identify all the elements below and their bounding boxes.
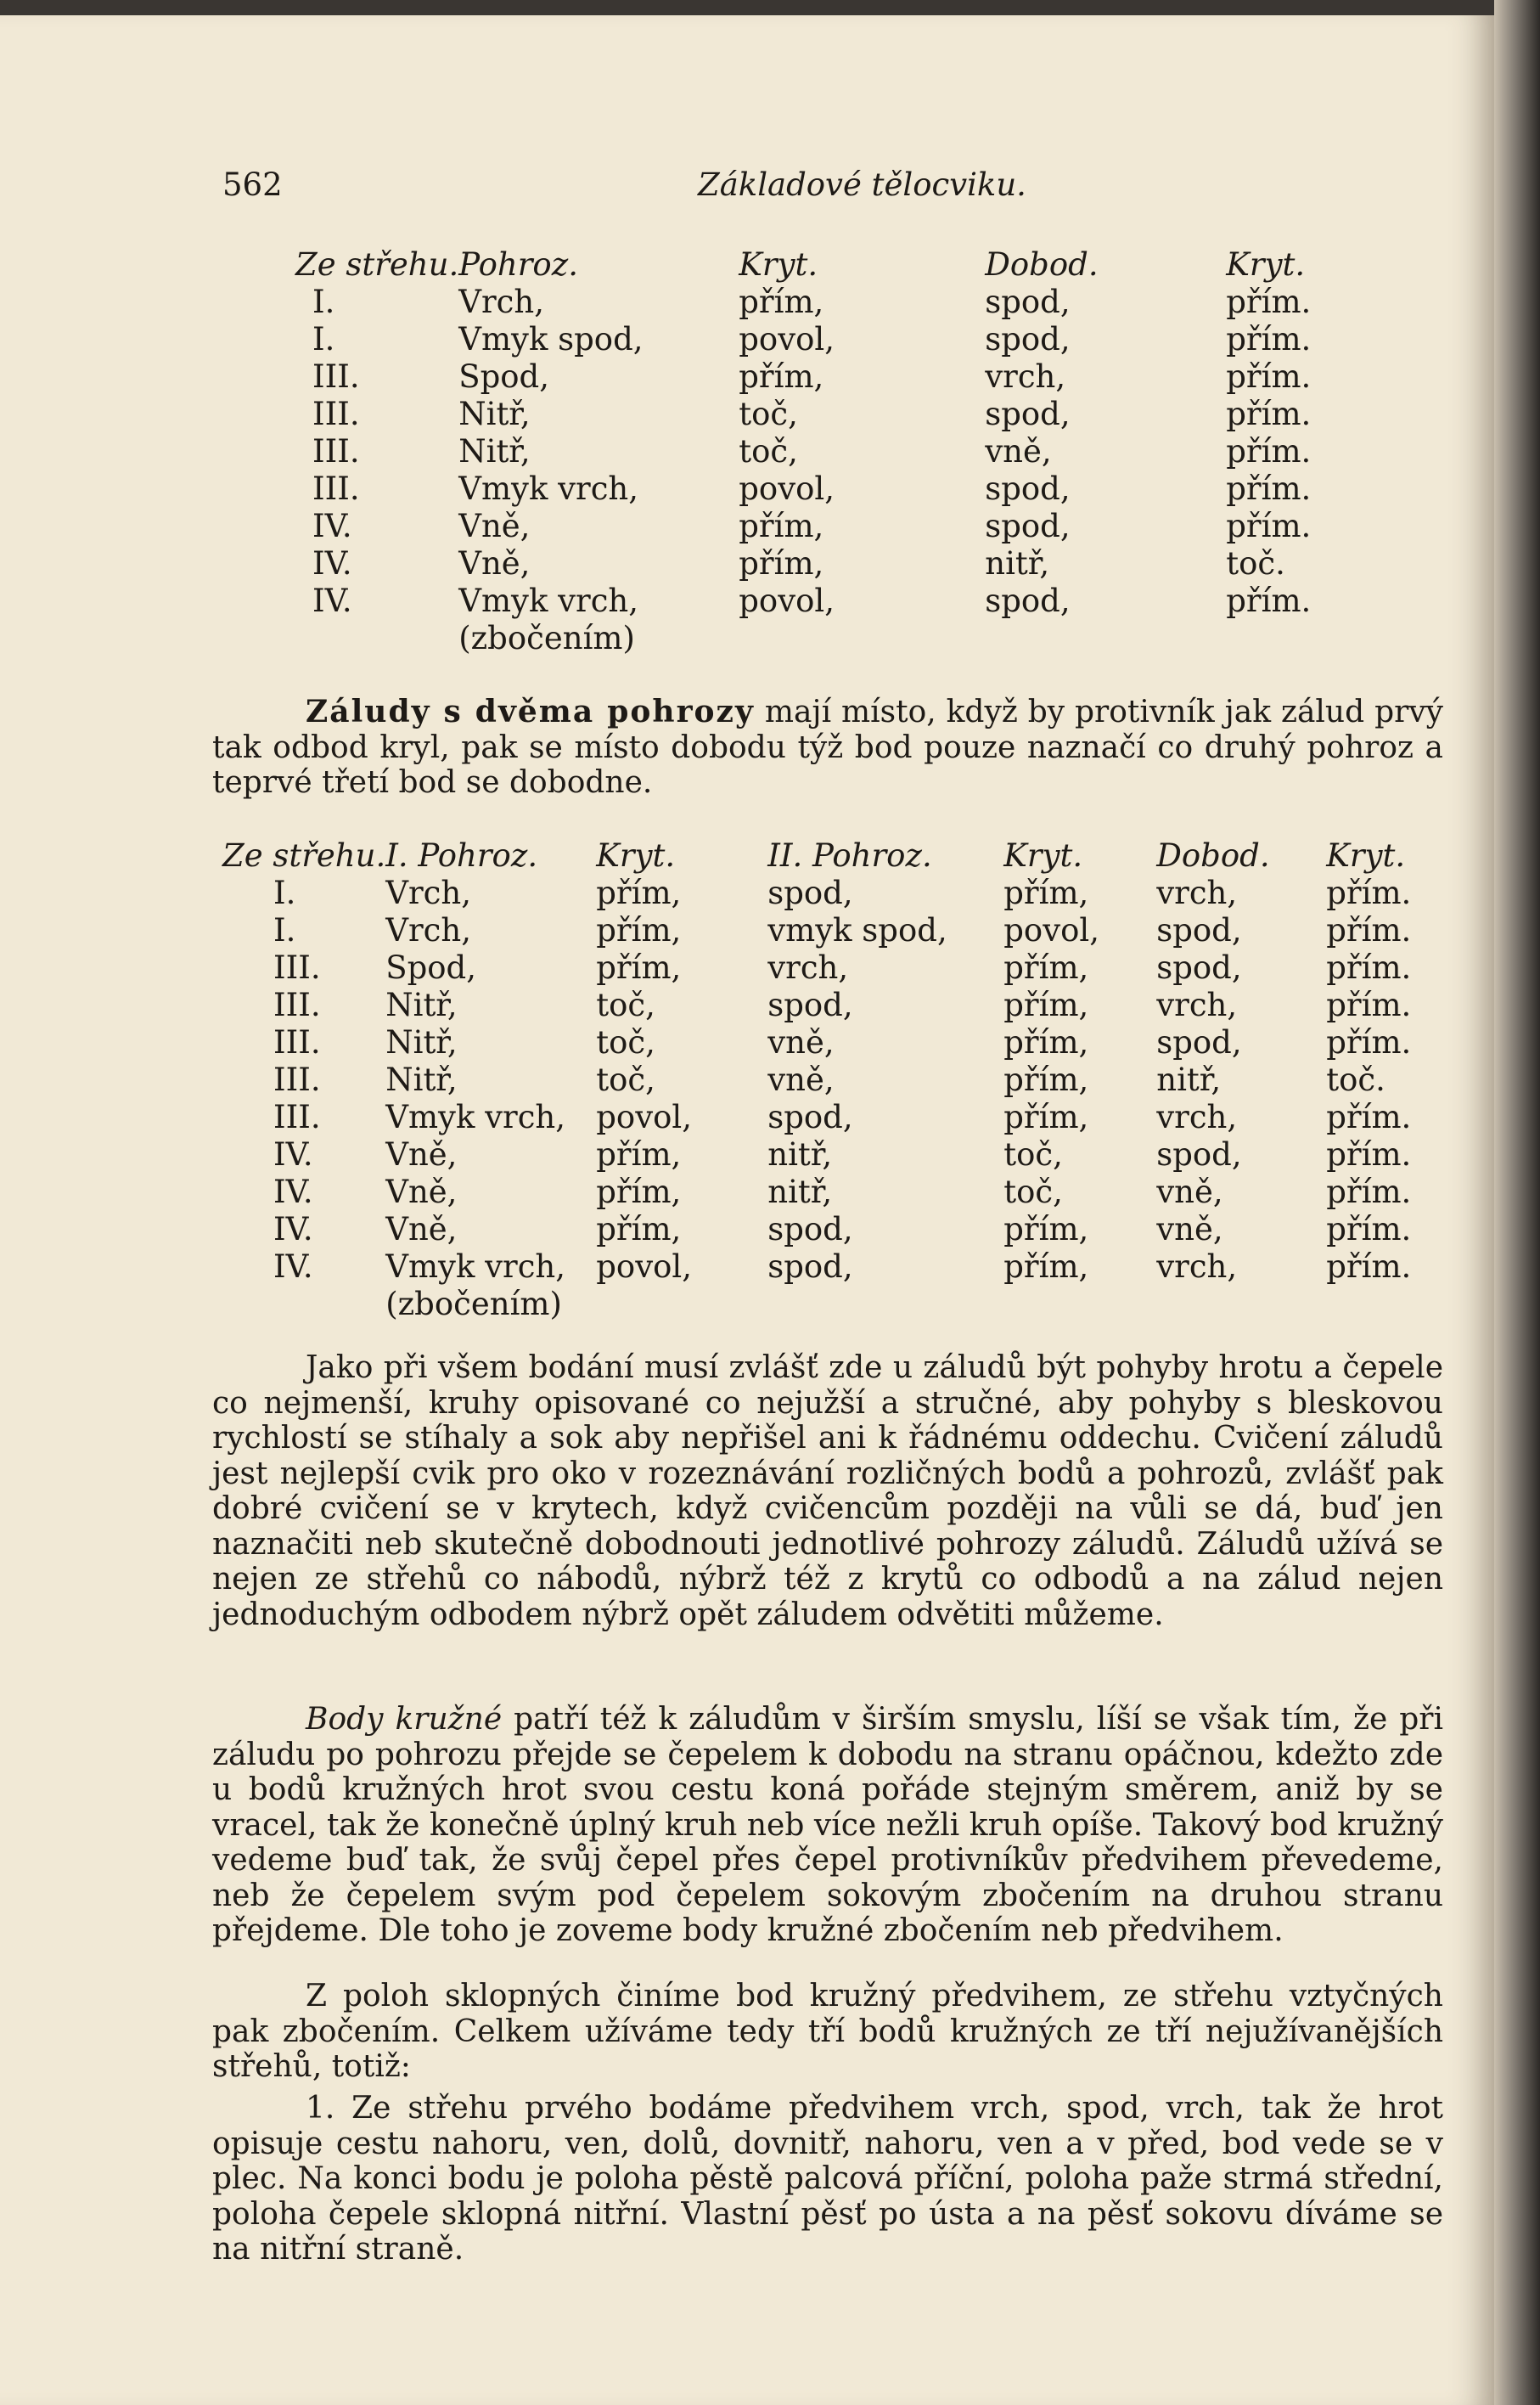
guard-numeral: III. [312,358,360,395]
table-row [222,1211,1428,1248]
table-cell: toč, [1003,1174,1063,1210]
table-cell: přím, [1003,1062,1089,1098]
table-row [222,1024,1428,1062]
table-cell: Vrch, [385,912,471,949]
table-cell: vně, [985,433,1052,470]
table-cell: vrch, [767,949,849,986]
table-cell: přím. [1326,1099,1412,1135]
table-row [222,912,1428,949]
table-cell: Nitř, [385,987,458,1023]
table-cell: vně, [767,1024,835,1061]
table-cell: přím. [1326,1136,1412,1173]
table-cell: spod, [985,583,1071,619]
table-cell: přím, [739,284,824,320]
table-row [222,1062,1428,1099]
table-cell: přím, [596,912,682,949]
table-row [295,321,1328,358]
table-row [222,987,1428,1024]
running-title: Základové tělocviku. [698,166,1026,203]
paragraph-lead: Záludy s dvěma pohrozy [306,694,755,729]
table-cell: přím, [1003,1211,1089,1248]
table-cell: přím. [1226,284,1312,320]
column-header: Dobod. [985,246,1099,283]
table-cell: spod, [1156,912,1242,949]
table-cell: toč. [1226,545,1285,582]
table-header-row [222,837,1428,875]
guard-numeral: III. [312,396,360,432]
table-cell: povol, [596,1248,692,1285]
guard-numeral: IV. [273,1211,313,1248]
table-cell: spod, [767,875,853,911]
thrust-table-double [222,837,1428,1323]
guard-numeral: III. [273,1062,321,1098]
table-row [295,284,1328,321]
table-cell: přím. [1326,1248,1412,1285]
table-cell: Vně, [385,1136,458,1173]
table-cell: toč, [1003,1136,1063,1173]
table-cell: přím. [1326,949,1412,986]
table-cell: nitř, [1156,1062,1222,1098]
table-cell: vrch, [1156,875,1238,911]
table-cell: spod, [985,284,1071,320]
table-cell: přím. [1226,470,1312,507]
table-cell: spod, [985,470,1071,507]
guard-numeral: III. [312,433,360,470]
table-cell: nitř, [985,545,1050,582]
guard-numeral: III. [273,949,321,986]
table-cell: přím, [739,545,824,582]
guard-numeral: IV. [273,1136,313,1173]
paragraph-text: patří též k záludům v širším smyslu, líší se však tím, že při záludu po pohrozu přejde se čepelem k dobodu na stranu opáčnou, kdežto zde u bodů kružných hrot svou cestu koná pořáde stejným směrem, aniž by se vracel, tak že konečně úplný kruh neb více nežli kruh opíše. Takový bod kružný vedeme buď tak, že svůj čepel přes čepel protivníkův předvihem převedeme, neb že čepelem svým pod čepelem sokovým zbočením na druhou stranu přejdeme. Dle toho je zoveme body kružné zbočením neb předvihem. [212,1702,1443,1948]
table-cell: vně, [1156,1174,1223,1210]
table-cell: Vmyk vrch, [458,470,639,507]
table-row [222,1248,1428,1286]
table-cell: Vně, [385,1211,458,1248]
table-cell: vrch, [1156,1248,1238,1285]
page-number: 562 [222,166,283,203]
guard-numeral: III. [273,1099,321,1135]
guard-numeral: III. [312,470,360,507]
column-header: Kryt. [1326,837,1406,874]
guard-numeral: IV. [273,1248,313,1285]
table-cell: spod, [985,321,1071,358]
table-cell: Vně, [458,545,531,582]
table-cell: přím, [596,949,682,986]
table-cell: přím. [1226,396,1312,432]
table-row [222,875,1428,912]
table-row [295,358,1328,396]
paragraph-circular-thrusts [212,1702,1443,1949]
table-cell: přím, [596,1136,682,1173]
table-cell: spod, [1156,1024,1242,1061]
table-cell: spod, [985,396,1071,432]
guard-numeral: I. [312,321,335,358]
table-note-row [295,620,1328,657]
paragraph-lead: Body kružné [306,1702,503,1737]
table-cell: Vmyk spod, [458,321,644,358]
table-cell: přím, [1003,987,1089,1023]
table-cell: spod, [767,1211,853,1248]
table-cell: přím. [1226,433,1312,470]
table-cell: nitř, [767,1136,833,1173]
guard-numeral: I. [312,284,335,320]
paragraph-text: Jako při všem bodání musí zvlášť zde u záludů být pohyby hrotu a čepele co nejmenší, kruhy opisované co nejužší a stručné, aby pohyby s bleskovou rychlostí se stíhaly a sok aby nepřišel ani k řádnému oddechu. Cvičení záludů jest nejlepší cvik pro oko v rozeznávání rozličných bodů a pohrozů, zvlášť pak dobré cvičení se v krytech, když cvičencům později na vůli se dá, buď jen naznačiti neb skutečně dobodnouti jednotlivé pohrozy záludů. Záludů užívá se nejen ze střehů co nábodů, nýbrž též z krytů co odbodů a na zálud nejen jednoduchým odbodem nýbrž opět záludem odvětiti můžeme. [212,1350,1443,1632]
table-cell: Spod, [385,949,476,986]
table-cell: Vrch, [458,284,544,320]
table-cell: povol, [739,470,835,507]
table-cell: přím. [1226,583,1312,619]
table-cell: přím. [1326,875,1412,911]
table-cell: přím, [596,1174,682,1210]
table-cell: Nitř, [385,1024,458,1061]
table-cell: povol, [739,321,835,358]
table-row [295,396,1328,433]
table-cell: přím, [596,1211,682,1248]
table-cell: přím, [1003,875,1089,911]
paragraph-positions [212,1979,1443,2085]
table-cell: toč, [739,433,798,470]
guard-numeral: IV. [273,1174,313,1210]
guard-numeral: III. [273,1024,321,1061]
table-note: (zbočením) [385,1286,562,1322]
table-cell: přím, [1003,1099,1089,1135]
table-cell: přím. [1326,987,1412,1023]
table-cell: přím. [1326,1174,1412,1210]
table-cell: spod, [1156,949,1242,986]
table-row [222,1174,1428,1211]
table-cell: toč. [1326,1062,1385,1098]
guard-numeral: I. [273,875,296,911]
table-cell: přím, [739,358,824,395]
table-cell: Vně, [458,508,531,544]
table-cell: spod, [767,987,853,1023]
book-spine [1494,0,1540,2405]
table-cell: Vrch, [385,875,471,911]
table-cell: spod, [767,1248,853,1285]
guard-numeral: IV. [312,545,352,582]
table-row [295,470,1328,508]
table-note: (zbočením) [458,620,635,656]
table-cell: přím. [1326,1211,1412,1248]
table-cell: toč, [596,987,655,1023]
table-row [295,433,1328,470]
paragraph-text: Z poloh sklopných činíme bod kružný předvihem, ze střehu vztyčných pak zbočením. Celkem užíváme tedy tří bodů kružných ze tří nejužívanějších střehů, totiž: [212,1979,1443,2084]
paragraph-item-1 [212,2091,1443,2267]
paragraph-text: mají místo, když by protivník jak zálud prvý tak odbod kryl, pak se místo dobodu týž bod pouze naznačí co druhý pohroz a teprvé třetí bod se dobodne. [212,695,1443,800]
column-header: II. Pohroz. [767,837,932,874]
paragraph-feint-practice [212,1350,1443,1632]
scan-top-edge [0,0,1540,15]
guard-numeral: IV. [312,508,352,544]
table-cell: přím. [1226,358,1312,395]
table-cell: přím. [1326,912,1412,949]
table-row [222,1099,1428,1136]
table-row [222,949,1428,987]
table-cell: Vně, [385,1174,458,1210]
table-cell: přím. [1226,508,1312,544]
table-cell: toč, [739,396,798,432]
table-cell: přím, [596,875,682,911]
table-cell: vně, [1156,1211,1223,1248]
guard-numeral: III. [273,987,321,1023]
table-cell: vmyk spod, [767,912,947,949]
column-header: Ze střehu. [295,246,459,283]
table-row [295,508,1328,545]
table-cell: toč, [596,1062,655,1098]
table-cell: přím, [739,508,824,544]
table-cell: spod, [767,1099,853,1135]
book-page [0,15,1494,2405]
table-cell: toč, [596,1024,655,1061]
table-cell: vrch, [985,358,1066,395]
guard-numeral: I. [273,912,296,949]
table-cell: nitř, [767,1174,833,1210]
column-header: Kryt. [1226,246,1306,283]
paragraph-two-feints [212,695,1443,801]
column-header: I. Pohroz. [385,837,538,874]
table-cell: Vmyk vrch, [385,1099,566,1135]
column-header: Kryt. [596,837,676,874]
table-cell: přím, [1003,1024,1089,1061]
table-cell: přím. [1226,321,1312,358]
table-cell: spod, [1156,1136,1242,1173]
column-header: Ze střehu. [222,837,386,874]
table-cell: přím, [1003,949,1089,986]
table-cell: Nitř, [385,1062,458,1098]
table-note-row [222,1286,1428,1323]
table-cell: povol, [596,1099,692,1135]
column-header: Pohroz. [458,246,578,283]
table-cell: spod, [985,508,1071,544]
table-row [295,583,1328,620]
column-header: Dobod. [1156,837,1270,874]
column-header: Kryt. [1003,837,1083,874]
table-cell: přím, [1003,1248,1089,1285]
table-cell: vně, [767,1062,835,1098]
column-header: Kryt. [739,246,818,283]
table-cell: Spod, [458,358,549,395]
table-cell: vrch, [1156,987,1238,1023]
table-cell: Nitř, [458,433,531,470]
paragraph-text: 1. Ze střehu prvého bodáme předvihem vrch, spod, vrch, tak že hrot opisuje cestu nahoru, ven, dolů, dovnitř, nahoru, ven a v před, bod vede se v plec. Na konci bodu je poloha pěstě palcová příční, poloha paže strmá střední, poloha čepele sklopná nitřní. Vlastní pěsť po ústa a na pěsť sokovu díváme se na nitřní straně. [212,2091,1443,2267]
table-cell: přím. [1326,1024,1412,1061]
table-row [222,1136,1428,1174]
thrust-table-single [295,246,1328,657]
table-header-row [295,246,1328,284]
table-cell: Vmyk vrch, [458,583,639,619]
table-cell: povol, [1003,912,1099,949]
table-cell: Nitř, [458,396,531,432]
guard-numeral: IV. [312,583,352,619]
table-row [295,545,1328,583]
table-cell: povol, [739,583,835,619]
table-cell: Vmyk vrch, [385,1248,566,1285]
table-cell: vrch, [1156,1099,1238,1135]
page-header [222,166,1445,209]
